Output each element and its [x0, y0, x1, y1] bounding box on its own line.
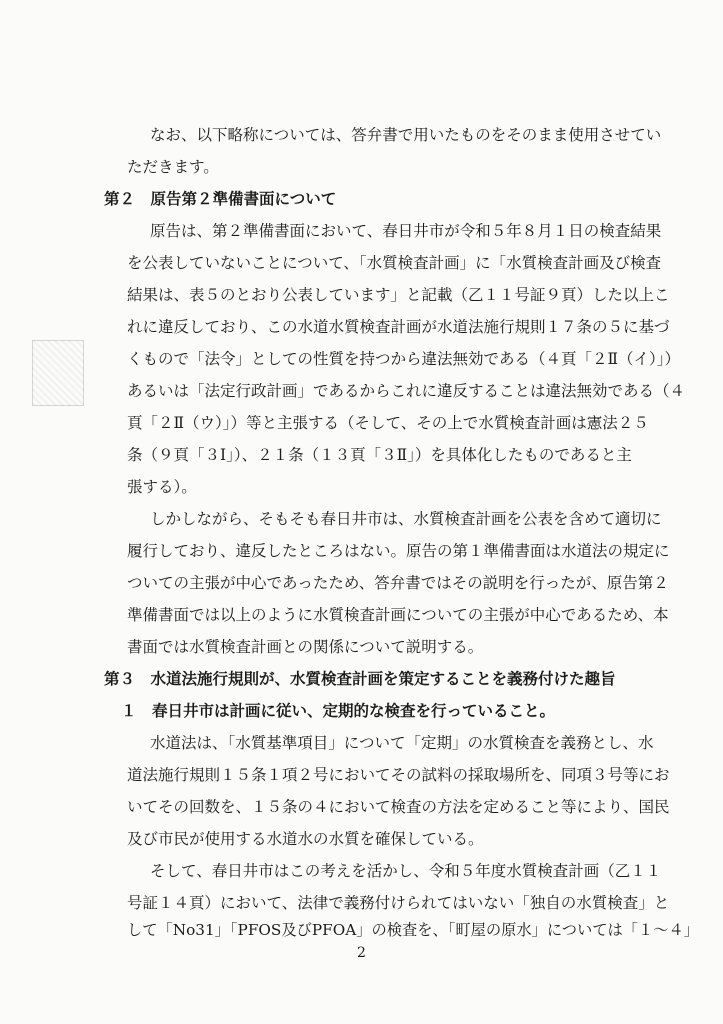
- text-line: 頁「２Ⅱ（ウ）」）等と主張する（そして、その上で水質検査計画は憲法２５: [127, 414, 649, 432]
- text-line: そして、春日井市はこの考えを活かし、令和５年度水質検査計画（乙１１: [150, 862, 662, 880]
- text-line: 道法施行規則１５条１項２号においてその試料の採取場所を、同項３号等にお: [127, 766, 670, 784]
- text-line: ただきます。: [127, 158, 219, 176]
- text-line: 条（９頁「３Ⅰ」）、２１条（１３頁「３Ⅱ」）を具体化したものであると主: [127, 446, 632, 464]
- text-line: 履行しており、違反したところはない。原告の第１準備書面は水道法の規定に: [127, 542, 670, 560]
- text-line: 書面では水質検査計画との関係について説明する。: [127, 638, 484, 656]
- text-line: れに違反しており、この水道水質検査計画が水道法施行規則１７条の５に基づ: [127, 318, 670, 336]
- seal-stamp: [32, 340, 84, 406]
- text-line: ついての主張が中心であったため、答弁書ではその説明を行ったが、原告第２: [127, 574, 669, 592]
- text-line: なお、以下略称については、答弁書で用いたものをそのまま使用させてい: [150, 126, 662, 144]
- text-line: 原告は、第２準備書面において、春日井市が令和５年８月１日の検査結果: [150, 222, 662, 240]
- text-line: 張する）。: [127, 478, 197, 496]
- text-line: しかしながら、そもそも春日井市は、水質検査計画を公表を含めて適切に: [150, 510, 662, 528]
- text-line: 号証１４頁）において、法律で義務付けられてはいない「独自の水質検査」と: [127, 894, 670, 912]
- text-line: 準備書面では以上のように水質検査計画についての主張が中心であるため、本: [127, 606, 669, 624]
- section-heading: 第２ 原告第２準備書面について: [104, 189, 337, 208]
- subsection-heading: １ 春日井市は計画に従い、定期的な検査を行っていること。: [121, 701, 556, 720]
- text-line: あるいは「法定行政計画」であるからこれに違反することは違法無効である（４: [127, 382, 686, 400]
- text-line: くもので「法令」としての性質を持つから違法無効である（４頁「２Ⅱ（イ）」）: [127, 350, 681, 368]
- text-line: 水道法は、「水質基準項目」について「定期」の水質検査を義務とし、水: [150, 734, 654, 752]
- text-line: 及び市民が使用する水道水の水質を確保している。: [127, 830, 484, 848]
- text-line: 結果は、表５のとおり公表しています」と記載（乙１１号証９頁）した以上こ: [127, 286, 670, 304]
- text-line: を公表していないことについて、「水質検査計画」に「水質検査計画及び検査: [127, 254, 662, 272]
- text-line: いてその回数を、１５条の４において検査の方法を定めること等により、国民: [127, 798, 670, 816]
- section-heading: 第３ 水道法施行規則が、水質検査計画を策定することを義務付けた趣旨: [104, 669, 616, 688]
- page-number: 2: [357, 945, 366, 961]
- text-line: して「No31」「PFOS及びPFOA」の検査を、「町屋の原水」については「１～４」: [127, 921, 700, 939]
